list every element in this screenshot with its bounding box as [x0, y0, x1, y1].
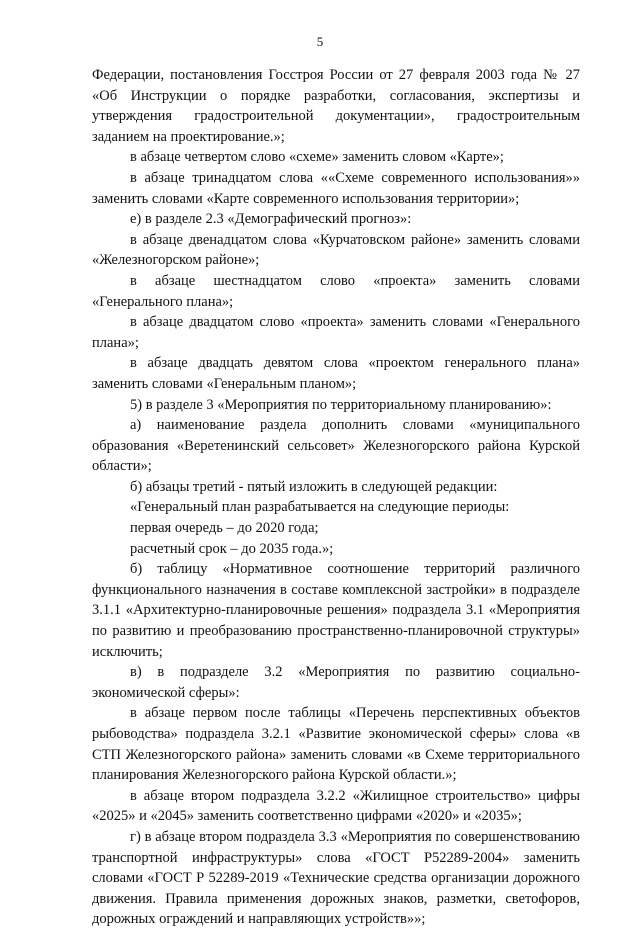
- paragraph: б) таблицу «Нормативное соотношение территорий различного функционального назначения в составе комплексной застройки» в подразделе 3.1.1 «Архитектурно-планировочные решения» подраздела 3.1 «Мероприятия по развитию и преобразованию пространственно-планировочной структуры» исключить;: [92, 561, 580, 660]
- paragraph: в абзаце двадцатом слово «проекта» заменить словами «Генерального плана»;: [92, 314, 580, 351]
- page-number: 5: [316, 34, 324, 49]
- paragraph: г) в абзаце втором подраздела 3.3 «Мероприятия по совершенствованию транспортной инфраструктуры» слова «ГОСТ Р52289-2004» заменить словами «ГОСТ Р 52289-2019 «Технические средства организации дорожного движения. Правила применения дорожных знаков, разметки, светофоров, дорожных ограждений и направляющих устройств»»;: [92, 828, 580, 928]
- paragraph: в абзаце двадцать девятом слова «проектом генерального плана» заменить словами «Генеральным планом»;: [92, 355, 580, 392]
- paragraph: в) в подразделе 3.2 «Мероприятия по развитию социально-экономической сферы»:: [92, 664, 580, 701]
- paragraph: первая очередь – до 2020 года;: [130, 520, 319, 537]
- paragraph: «Генеральный план разрабатывается на следующие периоды:: [130, 499, 510, 516]
- paragraph: 5) в разделе 3 «Мероприятия по территориальному планированию»:: [130, 396, 552, 413]
- paragraph: е) в разделе 2.3 «Демографический прогноз»:: [130, 211, 412, 228]
- paragraph: б) абзацы третий - пятый изложить в следующей редакции:: [130, 478, 498, 495]
- paragraph: в абзаце втором подраздела 3.2.2 «Жилищное строительство» цифры «2025» и «2045» заменить соответственно цифрами «2020» и «2035»;: [92, 787, 580, 825]
- paragraph: в абзаце первом после таблицы «Перечень перспективных объектов рыбоводства» подраздела 3.2.1 «Развитие экономической сферы» слова «в СТП Железногорского района» заменить словами «в Схеме территориального планирования Железногорского района Курской области.»;: [92, 705, 580, 784]
- paragraph: в абзаце четвертом слово «схеме» заменить словом «Карте»;: [130, 149, 504, 166]
- paragraph: расчетный срок – до 2035 года.»;: [130, 540, 334, 557]
- paragraph: в абзаце тринадцатом слова ««Схеме современного использования»» заменить словами «Карте современного использования территории»;: [92, 169, 580, 207]
- paragraph: Федерации, постановления Госстроя России от 27 февраля 2003 года № 27 «Об Инструкции о порядке разработки, согласования, экспертизы и утверждения градостроительной документации», градостроительным заданием на проектирование.»;: [92, 67, 580, 145]
- paragraph: а) наименование раздела дополнить словами «муниципального образования «Веретенинский сельсовет» Железногорского района Курской области»;: [92, 417, 580, 475]
- paragraph: в абзаце двенадцатом слова «Курчатовском районе» заменить словами «Железногорском районе»;: [92, 231, 580, 269]
- paragraph: в абзаце шестнадцатом слово «проекта» заменить словами «Генерального плана»;: [92, 272, 580, 310]
- body-text: [92, 65, 580, 930]
